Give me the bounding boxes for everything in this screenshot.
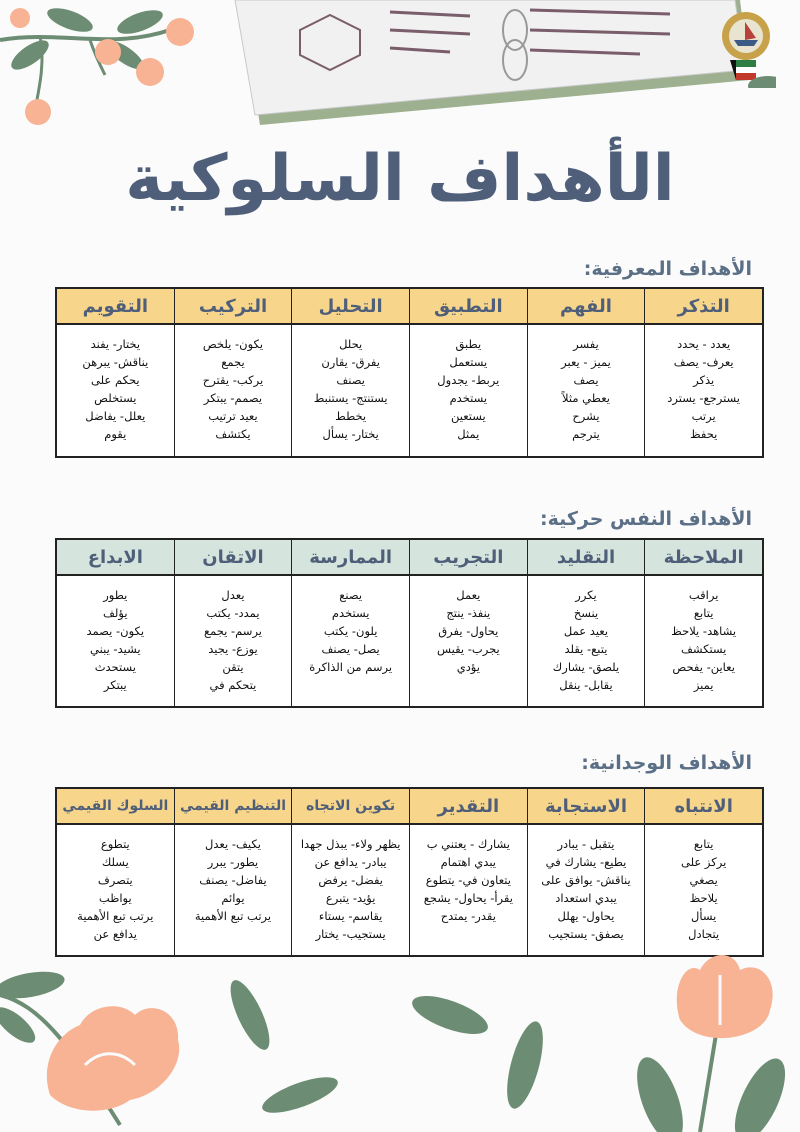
column-header: التنظيم القيمي (175, 789, 292, 825)
column-header: الابداع (57, 540, 174, 576)
verb-item: يمثل (457, 427, 480, 441)
verb-item: يلصق- يشارك (552, 660, 620, 674)
table-column (409, 789, 527, 955)
page-title: الأهداف السلوكية (125, 142, 675, 216)
table-column (644, 540, 762, 706)
column-cell (410, 576, 527, 706)
verb-item: يجرب- يقيس (436, 642, 500, 656)
verb-item: يتعاون في- يتطوع (425, 873, 511, 887)
verb-item: يقدر- يمتدح (440, 909, 496, 923)
table-column (527, 789, 645, 955)
verb-item: يفضل- يرفض (318, 873, 383, 887)
verb-item: يشاهد- يلاحظ (671, 624, 737, 638)
verb-item: يستعمل (449, 355, 488, 369)
affective-table (55, 787, 764, 957)
verb-item: يبتكر (103, 678, 127, 692)
verb-item: يوزع- يجيد (208, 642, 258, 656)
table-column (291, 289, 409, 456)
column-header: الاتقان (175, 540, 292, 576)
verb-item: ينفذ- ينتج (446, 606, 491, 620)
table-column (57, 289, 174, 456)
verb-item: يستعين (450, 409, 486, 423)
verb-item: يصنف (336, 373, 365, 387)
column-cell (528, 325, 645, 456)
table-column (291, 789, 409, 955)
column-cell (292, 825, 409, 955)
verb-item: يتابع (693, 837, 714, 851)
bottom-right-flower-decoration (620, 950, 800, 1132)
section-title-psychomotor: الأهداف النفس حركية: (540, 508, 752, 530)
column-cell (410, 325, 527, 456)
verb-item: يلون- يكتب (323, 624, 378, 638)
table-column (291, 540, 409, 706)
verb-item: يترجم (572, 427, 600, 441)
verb-item: يستكشف (680, 642, 727, 656)
column-cell (57, 576, 174, 706)
verb-item: يميز (693, 678, 714, 692)
verb-item: يصنع (339, 588, 363, 602)
verb-item: يرسم- يجمع (203, 624, 262, 638)
verb-item: يتطوع (100, 837, 130, 851)
verb-item: يؤلف (103, 606, 128, 620)
verb-item: يستخلص (94, 391, 137, 405)
verb-item: يسلك (101, 855, 129, 869)
verb-item: يكون- يصمد (86, 624, 145, 638)
verb-item: يجمع (221, 355, 245, 369)
column-header: التقليد (528, 540, 645, 576)
verb-item: يدافع عن (93, 927, 137, 941)
verb-item: يكيف- يعدل (205, 837, 261, 851)
column-header: الفهم (528, 289, 645, 325)
verb-item: يقاسم- يستاء (318, 909, 383, 923)
verb-item: يقرأ- يحاول- يشجع (423, 891, 513, 905)
column-header: التطبيق (410, 289, 527, 325)
column-cell (57, 325, 174, 456)
verb-item: يمدد- يكتب (206, 606, 260, 620)
column-header: الانتباه (645, 789, 762, 825)
verb-item: يرتب تبع الأهمية (77, 909, 154, 923)
verb-item: يركز على (681, 855, 727, 869)
verb-item: يتبع- يقلد (564, 642, 608, 656)
verb-item: يحاول- يفرق (438, 624, 499, 638)
verb-item: يطيع- يشارك في (545, 855, 627, 869)
verb-item: يرتب تبع الأهمية (194, 909, 272, 923)
verb-item: يراقب (688, 588, 719, 602)
verb-item: يستخدم (449, 391, 488, 405)
column-header: التحليل (292, 289, 409, 325)
verb-item: يعمل (456, 588, 481, 602)
bottom-leaves-decoration (220, 975, 580, 1132)
verb-item: يركب- يقترح (202, 373, 264, 387)
column-header: الملاحظة (645, 540, 762, 576)
verb-item: يعاين- يفحص (672, 660, 735, 674)
verb-item: يظهر ولاء- يبذل جهدا (300, 837, 401, 851)
notebook-decoration (230, 0, 750, 128)
verb-item: يتجادل (688, 927, 720, 941)
verb-item: يبدي استعداد (555, 891, 617, 905)
verb-item: يقوم (104, 427, 127, 441)
verb-item: يرتب (691, 409, 716, 423)
column-header: الاستجابة (528, 789, 645, 825)
verb-item: يستحدث (94, 660, 136, 674)
verb-item: يميز - يعبر (561, 355, 611, 369)
column-cell (57, 825, 174, 955)
verb-item: يوائم (221, 891, 245, 905)
verb-item: يتقن (222, 660, 244, 674)
verb-item: يصمم- يبتكر (203, 391, 263, 405)
verb-item: يشرح (572, 409, 600, 423)
verb-item: يصفق- يستجيب (548, 927, 624, 941)
table-column (174, 789, 292, 955)
column-cell (175, 325, 292, 456)
verb-item: يناقش- يبرهن (82, 355, 149, 369)
column-cell (175, 576, 292, 706)
column-cell (410, 825, 527, 955)
verb-item: يحكم على (91, 373, 140, 387)
verb-item: يطبق (455, 337, 482, 351)
table-column (409, 289, 527, 456)
verb-item: يفاضل- يصنف (199, 873, 267, 887)
column-cell (528, 576, 645, 706)
verb-item: يخطط (335, 409, 367, 423)
verb-item: يطور (103, 588, 128, 602)
table-column (527, 540, 645, 706)
verb-item: يسترجع- يسترد (667, 391, 741, 405)
verb-item: يعدد - يحدد (677, 337, 731, 351)
verb-item: يختار- يسأل (322, 427, 379, 441)
column-header: التذكر (645, 289, 762, 325)
verb-item: يقابل- ينقل (559, 678, 613, 692)
verb-item: يشيد- يبني (90, 642, 141, 656)
column-cell (645, 325, 762, 456)
verb-item: يتابع (693, 606, 714, 620)
verb-item: يعطي مثلاً (562, 391, 610, 405)
kuwait-emblem-logo (716, 8, 776, 88)
table-column (527, 289, 645, 456)
column-cell (175, 825, 292, 955)
column-cell (292, 325, 409, 456)
table-column (57, 540, 174, 706)
column-header: التركيب (175, 289, 292, 325)
column-header: تكوين الاتجاه (292, 789, 409, 825)
verb-item: يعرف- يصف (673, 355, 734, 369)
verb-item: يناقش- يوافق على (541, 873, 631, 887)
table-column (57, 789, 174, 955)
verb-item: يحاول- يهلل (557, 909, 615, 923)
verb-item: يختار- يفند (90, 337, 141, 351)
column-cell (645, 576, 762, 706)
verb-item: يكون- يلخص (202, 337, 264, 351)
verb-item: يصف (573, 373, 599, 387)
verb-item: يحلل (339, 337, 363, 351)
column-cell (292, 576, 409, 706)
section-title-affective: الأهداف الوجدانية: (581, 752, 752, 774)
column-header: التجريب (410, 540, 527, 576)
verb-item: يعدل (221, 588, 245, 602)
verb-item: ينسخ (573, 606, 599, 620)
branch-flower-decoration (0, 0, 210, 130)
verb-item: يشارك - يعتني ب (426, 837, 510, 851)
column-header: السلوك القيمي (57, 789, 174, 825)
verb-item: يعيد ترتيب (208, 409, 258, 423)
table-column (644, 289, 762, 456)
verb-item: يفسر (573, 337, 599, 351)
verb-item: يبدي اهتمام (440, 855, 496, 869)
verb-item: يعلل- يفاضل (85, 409, 146, 423)
column-cell (645, 825, 762, 955)
verb-item: يطور- يبرر (207, 855, 259, 869)
psychomotor-table (55, 538, 764, 708)
verb-item: يستجيب- يختار (315, 927, 386, 941)
verb-item: يرسم من الذاكرة (309, 660, 393, 674)
verb-item: يصغي (689, 873, 718, 887)
column-header: الممارسة (292, 540, 409, 576)
column-cell (528, 825, 645, 955)
table-column (409, 540, 527, 706)
section-title-cognitive: الأهداف المعرفية: (583, 258, 752, 280)
verb-item: يستنتج- يستنبط (313, 391, 388, 405)
verb-item: يؤدي (456, 660, 480, 674)
column-header: التقويم (57, 289, 174, 325)
verb-item: يكرر (575, 588, 597, 602)
verb-item: يتحكم في (209, 678, 257, 692)
verb-item: يتقبل - يبادر (557, 837, 615, 851)
verb-item: يتصرف (97, 873, 133, 887)
verb-item: يؤيد- يتبرع (325, 891, 376, 905)
verb-item: يكتشف (215, 427, 251, 441)
verb-item: يفرق- يقارن (321, 355, 380, 369)
verb-item: يبادر- يدافع عن (314, 855, 387, 869)
verb-item: يلاحظ (689, 891, 718, 905)
verb-item: يذكر (693, 373, 715, 387)
verb-item: يصل- يصنف (321, 642, 380, 656)
verb-item: يواظب (98, 891, 132, 905)
table-column (644, 789, 762, 955)
verb-item: يربط- يجدول (437, 373, 500, 387)
verb-item: يحفظ (689, 427, 718, 441)
cognitive-table (55, 287, 764, 458)
column-header: التقدير (410, 789, 527, 825)
verb-item: يستخدم (331, 606, 370, 620)
bottom-left-flower-decoration (0, 955, 190, 1132)
verb-item: يعيد عمل (563, 624, 609, 638)
verb-item: يسأل (691, 909, 717, 923)
table-column (174, 540, 292, 706)
table-column (174, 289, 292, 456)
